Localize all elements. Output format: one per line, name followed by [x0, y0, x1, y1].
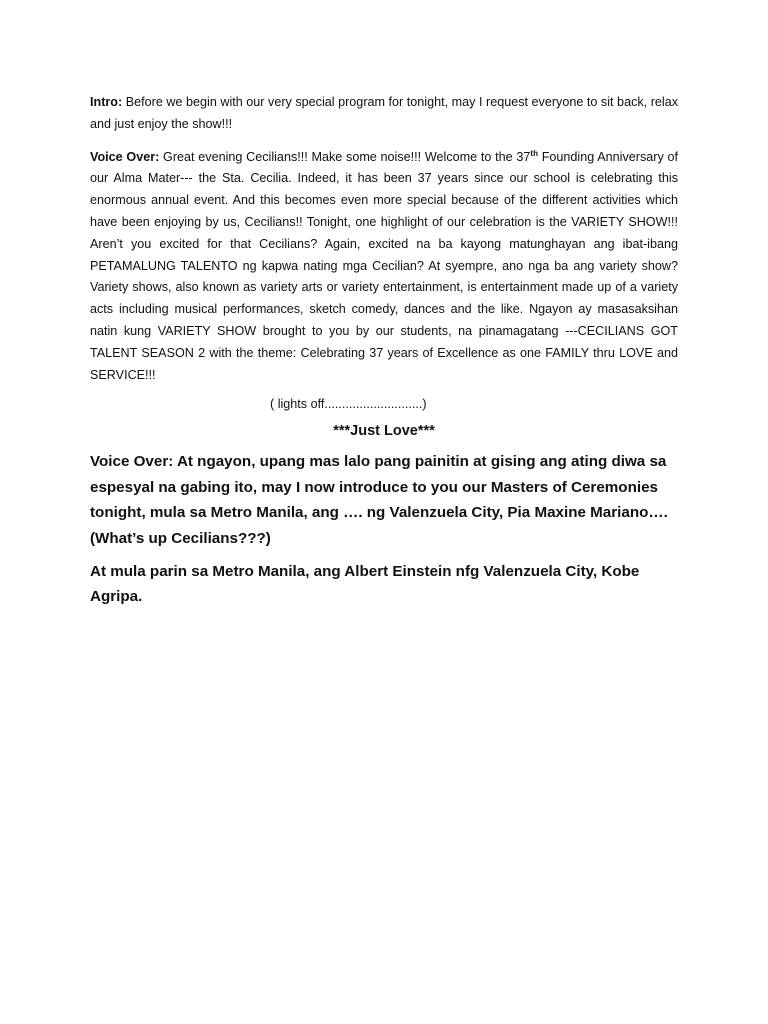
intro-label: Intro: — [90, 95, 123, 109]
voice-over-label: Voice Over: — [90, 149, 160, 164]
closing-line: At mula parin sa Metro Manila, ang Albert Einstein nfg Valenzuela City, Kobe Agripa. — [90, 562, 640, 606]
intro-text: Before we begin with our very special program for tonight, may I request everyone to sit back, relax and just enjoy the show!!! — [90, 95, 678, 131]
stage-direction-lights-off: ( lights off............................) — [270, 397, 427, 412]
intro-paragraph — [90, 92, 678, 136]
voice-over-paragraph — [90, 147, 678, 387]
voice-over-text-start: Great evening Cecilians!!! Make some noise!!! Welcome to the 37 — [159, 149, 531, 164]
segment-title: ***Just Love*** — [333, 423, 435, 440]
voice-over-text-rest: Founding Anniversary of our Alma Mater--- the Sta. Cecilia. Indeed, it has been 37 years since our school is celebrating this enormous annual event. And this becomes even more special because of the different activities which have been enjoying by us, Cecilians!! Tonight, one highlight of our celebration is the VARIETY SHOW!!! Aren’t you excited for that Cecilians? Again, excited na ba kayong matunghayan ang ibat-ibang PETAMALUNG TALENTO ng kapwa nating mga Cecilian? At syempre, ano nga ba ang variety show? Variety shows, also known as variety arts or variety entertainment, is entertainment made up of a variety acts including musical performances, sketch comedy, dances and the like. Ngayon ay masasaksihan natin kung VARIETY SHOW brought to you by our students, na pinamagatang ---CECILIANS GOT TALENT SEASON 2 with the theme: Celebrating 37 years of Excellence as one FAMILY thru LOVE and SERVICE!!! — [90, 149, 679, 382]
ordinal-suffix: th — [530, 148, 538, 158]
document-page — [90, 92, 678, 618]
voice-over-introduction: Voice Over: At ngayon, upang mas lalo pang painitin at gising ang ating diwa sa espesyal na gabing ito, may I now introduce to you our Masters of Ceremonies tonight, mula sa Metro Manila, ang …. ng Valenzuela City, Pia Maxine Mariano…. (What’s up Cecilians???) — [90, 453, 668, 547]
